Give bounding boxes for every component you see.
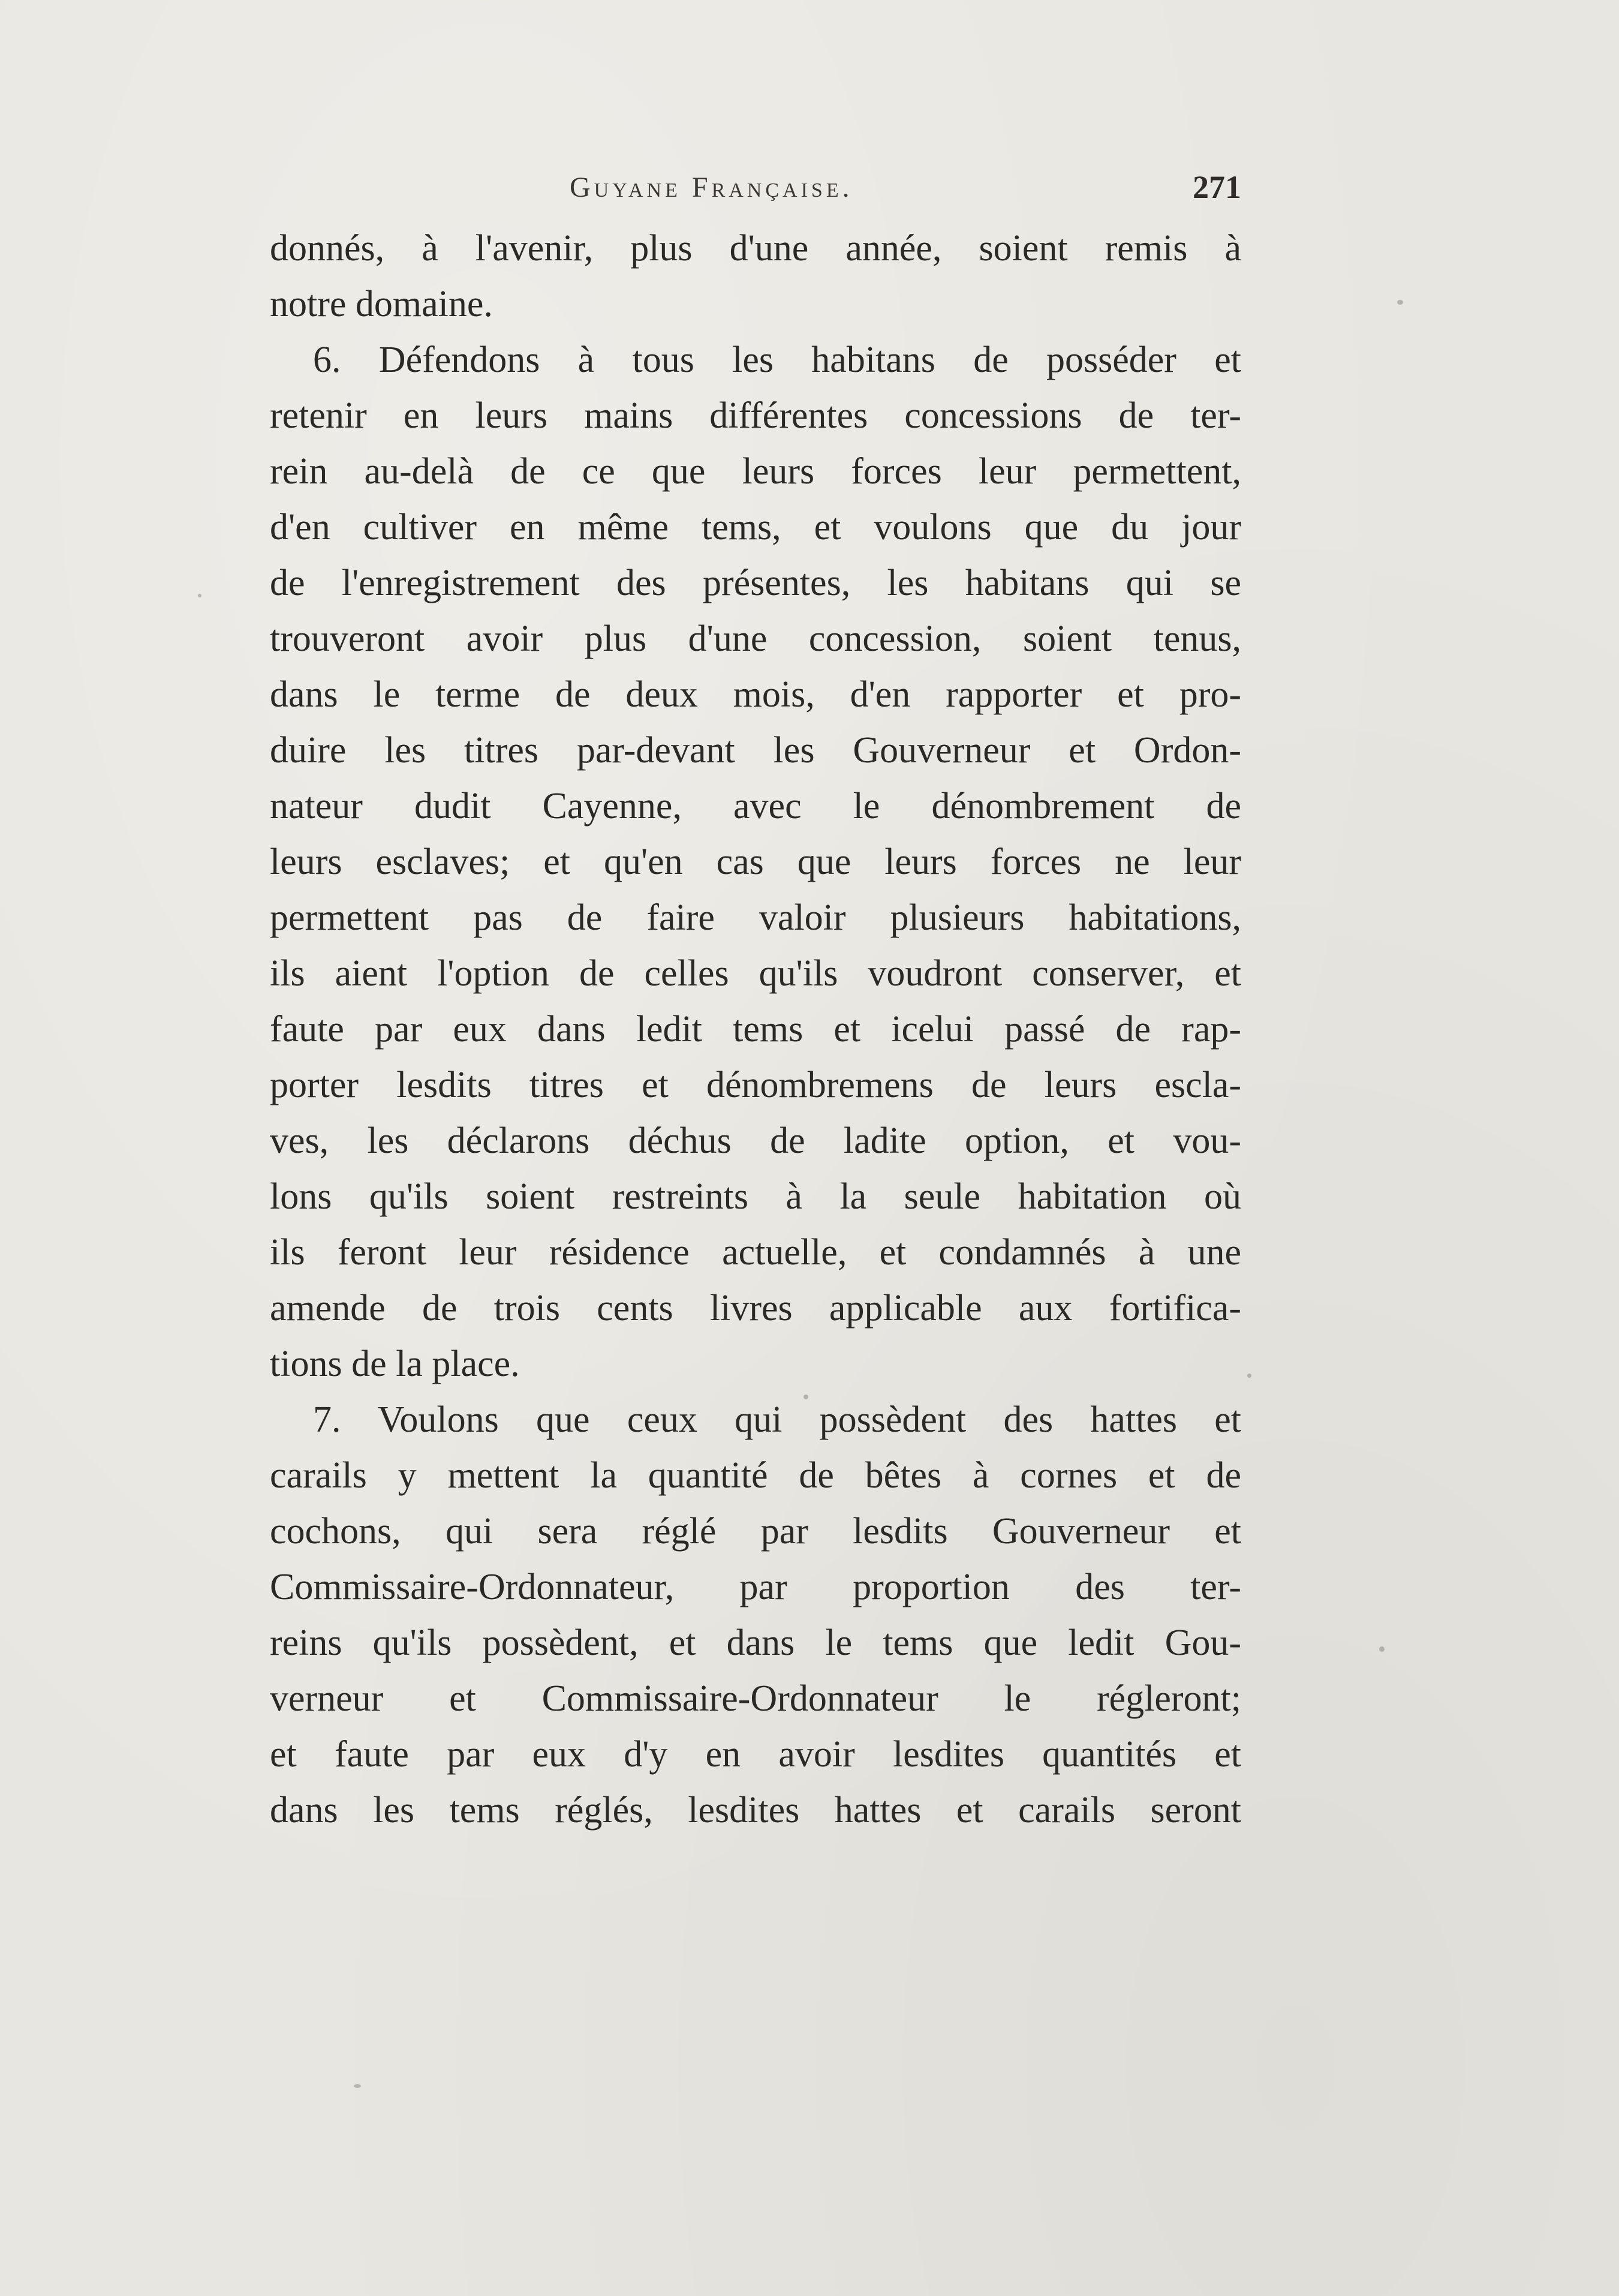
text-line: duire les titres par-devant les Gouverneur et Ordon- bbox=[270, 730, 1241, 771]
text-line: ils aient l'option de celles qu'ils voudront conserver, et bbox=[270, 953, 1241, 994]
text-line: ves, les déclarons déchus de ladite option, et vou- bbox=[270, 1120, 1241, 1161]
page-number: 271 bbox=[1193, 169, 1241, 205]
text-line: Commissaire-Ordonnateur, par proportion des ter- bbox=[270, 1567, 1241, 1607]
text-line: porter lesdits titres et dénombremens de leurs escla- bbox=[270, 1065, 1241, 1105]
text-line: d'en cultiver en même tems, et voulons que du jour bbox=[270, 507, 1241, 548]
body-text bbox=[270, 221, 1241, 1838]
text-line: retenir en leurs mains différentes concessions de ter- bbox=[270, 395, 1241, 436]
text-line: verneur et Commissaire-Ordonnateur le régleront; bbox=[270, 1678, 1241, 1719]
text-line: ils feront leur résidence actuelle, et condamnés à une bbox=[270, 1232, 1241, 1273]
text-line: notre domaine. bbox=[270, 284, 493, 324]
paper-speck bbox=[198, 594, 201, 597]
text-line: donnés, à l'avenir, plus d'une année, soient remis à bbox=[270, 228, 1241, 269]
text-line: dans le terme de deux mois, d'en rapporter et pro- bbox=[270, 674, 1241, 715]
paper-speck bbox=[1379, 1646, 1385, 1652]
text-line: tions de la place. bbox=[270, 1344, 520, 1384]
text-line: et faute par eux d'y en avoir lesdites quantités et bbox=[270, 1734, 1241, 1775]
text-line: permettent pas de faire valoir plusieurs habitations, bbox=[270, 897, 1241, 938]
text-line: de l'enregistrement des présentes, les habitans qui se bbox=[270, 563, 1241, 603]
text-line: carails y mettent la quantité de bêtes à cornes et de bbox=[270, 1455, 1241, 1496]
text-line: rein au-delà de ce que leurs forces leur permettent, bbox=[270, 451, 1241, 492]
text-line: faute par eux dans ledit tems et icelui passé de rap- bbox=[270, 1009, 1241, 1050]
page-header bbox=[270, 171, 1241, 213]
paper-speck bbox=[1397, 300, 1403, 305]
text-line: dans les tems réglés, lesdites hattes et carails seront bbox=[270, 1790, 1241, 1831]
text-line: leurs esclaves; et qu'en cas que leurs forces ne leur bbox=[270, 842, 1241, 882]
paper-speck bbox=[804, 1395, 808, 1399]
text-line: amende de trois cents livres applicable aux fortifica- bbox=[270, 1288, 1241, 1329]
running-head: Guyane Française. bbox=[570, 172, 853, 203]
paper-speck bbox=[1247, 1374, 1251, 1378]
article-6-start: 6. Défendons à tous les habitans de posséder et bbox=[313, 339, 1241, 380]
text-line: lons qu'ils soient restreints à la seule habitation où bbox=[270, 1176, 1241, 1217]
paper-speck bbox=[354, 2084, 361, 2088]
text-line: reins qu'ils possèdent, et dans le tems que ledit Gou- bbox=[270, 1622, 1241, 1663]
text-line: cochons, qui sera réglé par lesdits Gouverneur et bbox=[270, 1511, 1241, 1552]
article-7-start: 7. Voulons que ceux qui possèdent des hattes et bbox=[313, 1399, 1241, 1440]
text-line: trouveront avoir plus d'une concession, soient tenus, bbox=[270, 618, 1241, 659]
text-line: nateur dudit Cayenne, avec le dénombrement de bbox=[270, 786, 1241, 827]
